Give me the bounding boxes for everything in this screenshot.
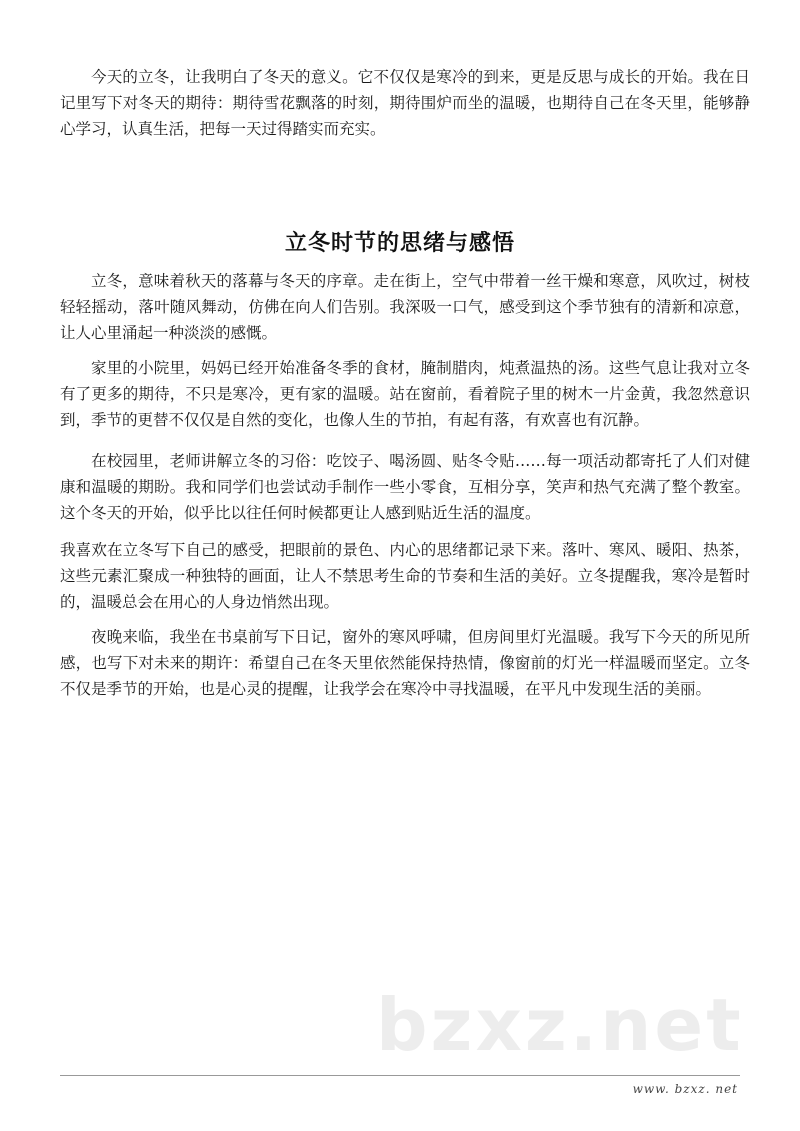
paragraph-4: 我喜欢在立冬写下自己的感受，把眼前的景色、内心的思绪都记录下来。落叶、寒风、暖阳、热茶，这些元素汇聚成一种独特的画面，让人不禁思考生命的节奏和生活的美好。立冬提醒我，寒冷是暂时的，温暖总会在用心的人身边悄然出现。: [60, 541, 750, 611]
intro-paragraph: 今天的立冬，让我明白了冬天的意义。它不仅仅是寒冷的到来，更是反思与成长的开始。我在日记里写下对冬天的期待：期待雪花飘落的时刻，期待围炉而坐的温暖，也期待自己在冬天里，能够静心学习，认真生活，把每一天过得踏实而充实。: [60, 68, 750, 138]
paragraph-3: 在校园里，老师讲解立冬的习俗：吃饺子、喝汤圆、贴冬令贴……每一项活动都寄托了人们对健康和温暖的期盼。我和同学们也尝试动手制作一些小零食，互相分享，笑声和热气充满了整个教室。这个冬天的开始，似乎比以往任何时候都更让人感到贴近生活的温度。: [60, 452, 750, 522]
footer-url: www. bzxz. net: [632, 1082, 738, 1096]
watermark: bzxz.net: [376, 983, 744, 1067]
paragraph-5: 夜晚来临，我坐在书桌前写下日记，窗外的寒风呼啸，但房间里灯光温暖。我写下今天的所见所感，也写下对未来的期许：希望自己在冬天里依然能保持热情，像窗前的灯光一样温暖而坚定。立冬不仅是季节的开始，也是心灵的提醒，让我学会在寒冷中寻找温暖，在平凡中发现生活的美丽。: [60, 628, 750, 698]
page-title: 立冬时节的思绪与感悟: [284, 231, 515, 256]
footer-divider: [60, 1075, 740, 1076]
paragraph-2: 家里的小院里，妈妈已经开始准备冬季的食材，腌制腊肉，炖煮温热的汤。这些气息让我对立冬有了更多的期待，不只是寒冷，更有家的温暖。站在窗前，看着院子里的树木一片金黄，我忽然意识到，季节的更替不仅仅是自然的变化，也像人生的节拍，有起有落，有欢喜也有沉静。: [60, 359, 750, 429]
paragraph-1: 立冬，意味着秋天的落幕与冬天的序章。走在街上，空气中带着一丝干燥和寒意，风吹过，树枝轻轻摇动，落叶随风舞动，仿佛在向人们告别。我深吸一口气，感受到这个季节独有的清新和凉意，让人心里涌起一种淡淡的感慨。: [60, 272, 750, 342]
